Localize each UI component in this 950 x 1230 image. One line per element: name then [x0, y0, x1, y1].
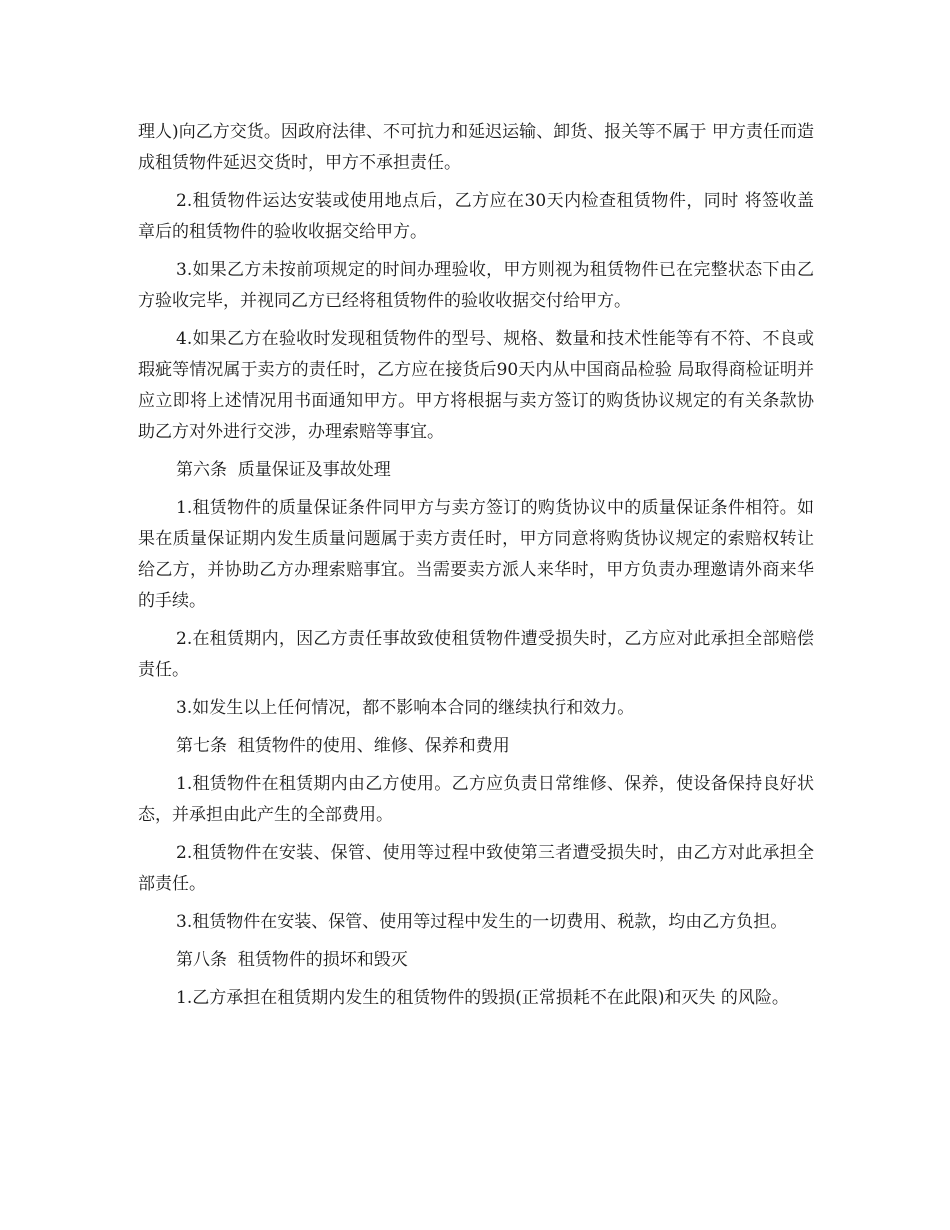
paragraph-item: 2.租赁物件在安装、保管、使用等过程中致使第三者遭受损失时，由乙方对此承担全部责任。: [138, 843, 814, 894]
paragraph-continuation: 理人)向乙方交货。因政府法律、不可抗力和延迟运输、卸货、报关等不属于 甲方责任而造成租赁物件延迟交货时，甲方不承担责任。: [138, 122, 814, 173]
paragraph-item: 2.在租赁期内，因乙方责任事故致使租赁物件遭受损失时，乙方应对此承担全部赔偿责任。: [138, 629, 814, 680]
section-heading: 第七条 租赁物件的使用、维修、保养和费用: [176, 736, 510, 756]
paragraph-item: 4.如果乙方在验收时发现租赁物件的型号、规格、数量和技术性能等有不符、不良或瑕疵等情况属于卖方的责任时，乙方应在接货后90天内从中国商品检验 局取得商检证明并应立即将上述情况用书面通知甲方。甲方将根据与卖方签订的购货协议规定的有关条款协助乙方对外进行交涉，办理索赔等事宜。: [138, 329, 814, 442]
paragraph-item: 1.乙方承担在租赁期内发生的租赁物件的毁损(正常损耗不在此限)和灭失 的风险。: [176, 988, 789, 1008]
paragraph-item: 1.租赁物件在租赁期内由乙方使用。乙方应负责日常维修、保养，使设备保持良好状态，并承担由此产生的全部费用。: [138, 774, 814, 825]
paragraph-item: 3.如果乙方未按前项规定的时间办理验收，甲方则视为租赁物件已在完整状态下由乙方验收完毕，并视同乙方已经将租赁物件的验收收据交付给甲方。: [138, 260, 814, 311]
section-heading: 第八条 租赁物件的损坏和毁灭: [176, 950, 408, 970]
document-body: [138, 117, 814, 1021]
paragraph-item: 3.如发生以上任何情况，都不影响本合同的继续执行和效力。: [176, 698, 635, 718]
paragraph-item: 1.租赁物件的质量保证条件同甲方与卖方签订的购货协议中的质量保证条件相符。如果在质量保证期内发生质量问题属于卖方责任时，甲方同意将购货协议规定的索赔权转让给乙方，并协助乙方办理索赔事宜。当需要卖方派人来华时，甲方负责办理邀请外商来华的手续。: [138, 498, 814, 611]
section-heading: 第六条 质量保证及事故处理: [176, 460, 391, 480]
paragraph-item: 2.租赁物件运达安装或使用地点后，乙方应在30天内检查租赁物件，同时 将签收盖章后的租赁物件的验收收据交给甲方。: [138, 191, 814, 242]
paragraph-item: 3.租赁物件在安装、保管、使用等过程中发生的一切费用、税款，均由乙方负担。: [176, 912, 788, 932]
